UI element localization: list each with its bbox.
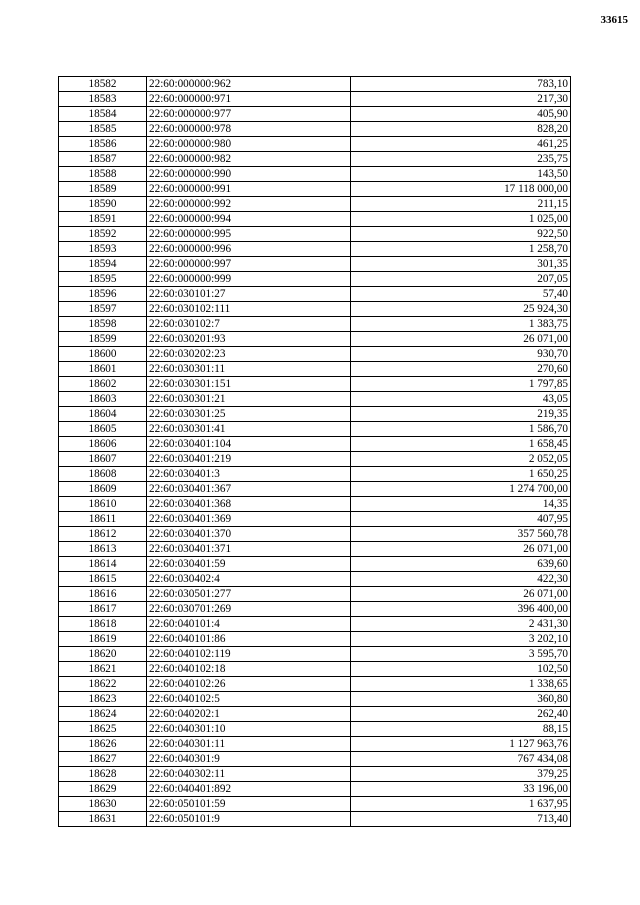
table-row xyxy=(59,377,571,392)
cadastral-number-cell: 22:60:030301:25 xyxy=(147,407,351,422)
cadastral-value-cell: 17 118 000,00 xyxy=(351,182,571,197)
cadastral-number-cell: 22:60:030401:104 xyxy=(147,437,351,452)
cadastral-number-cell: 22:60:030301:151 xyxy=(147,377,351,392)
cadastral-number-cell: 22:60:000000:991 xyxy=(147,182,351,197)
row-number-cell: 18615 xyxy=(59,572,147,587)
table-row xyxy=(59,332,571,347)
row-number-cell: 18616 xyxy=(59,587,147,602)
cadastral-number-cell: 22:60:000000:977 xyxy=(147,107,351,122)
table-row xyxy=(59,122,571,137)
cadastral-number-cell: 22:60:040102:26 xyxy=(147,677,351,692)
cadastral-value-cell: 357 560,78 xyxy=(351,527,571,542)
table-row xyxy=(59,587,571,602)
cadastral-value-cell: 639,60 xyxy=(351,557,571,572)
row-number-cell: 18588 xyxy=(59,167,147,182)
row-number-cell: 18587 xyxy=(59,152,147,167)
row-number-cell: 18583 xyxy=(59,92,147,107)
cadastral-value-cell: 1 797,85 xyxy=(351,377,571,392)
cadastral-number-cell: 22:60:040101:86 xyxy=(147,632,351,647)
row-number-cell: 18630 xyxy=(59,797,147,812)
cadastral-number-cell: 22:60:000000:996 xyxy=(147,242,351,257)
cadastral-number-cell: 22:60:040301:11 xyxy=(147,737,351,752)
cadastral-value-cell: 1 025,00 xyxy=(351,212,571,227)
cadastral-value-cell: 219,35 xyxy=(351,407,571,422)
row-number-cell: 18590 xyxy=(59,197,147,212)
cadastral-number-cell: 22:60:000000:999 xyxy=(147,272,351,287)
row-number-cell: 18596 xyxy=(59,287,147,302)
table-row xyxy=(59,107,571,122)
cadastral-number-cell: 22:60:040102:5 xyxy=(147,692,351,707)
table-row xyxy=(59,707,571,722)
cadastral-value-cell: 270,60 xyxy=(351,362,571,377)
row-number-cell: 18613 xyxy=(59,542,147,557)
row-number-cell: 18598 xyxy=(59,317,147,332)
table-row xyxy=(59,272,571,287)
cadastral-number-cell: 22:60:030101:27 xyxy=(147,287,351,302)
row-number-cell: 18593 xyxy=(59,242,147,257)
cadastral-value-cell: 14,35 xyxy=(351,497,571,512)
table-row xyxy=(59,752,571,767)
cadastral-number-cell: 22:60:040302:11 xyxy=(147,767,351,782)
table-row xyxy=(59,137,571,152)
table-row xyxy=(59,392,571,407)
cadastral-number-cell: 22:60:000000:992 xyxy=(147,197,351,212)
row-number-cell: 18627 xyxy=(59,752,147,767)
cadastral-value-cell: 1 338,65 xyxy=(351,677,571,692)
cadastral-number-cell: 22:60:040102:119 xyxy=(147,647,351,662)
cadastral-value-cell: 922,50 xyxy=(351,227,571,242)
table-row xyxy=(59,557,571,572)
cadastral-value-cell: 1 127 963,76 xyxy=(351,737,571,752)
table-row xyxy=(59,617,571,632)
row-number-cell: 18592 xyxy=(59,227,147,242)
cadastral-value-cell: 930,70 xyxy=(351,347,571,362)
row-number-cell: 18589 xyxy=(59,182,147,197)
row-number-cell: 18597 xyxy=(59,302,147,317)
cadastral-number-cell: 22:60:000000:971 xyxy=(147,92,351,107)
cadastral-number-cell: 22:60:000000:978 xyxy=(147,122,351,137)
row-number-cell: 18608 xyxy=(59,467,147,482)
table-row xyxy=(59,92,571,107)
cadastral-number-cell: 22:60:040102:18 xyxy=(147,662,351,677)
table-row xyxy=(59,242,571,257)
row-number-cell: 18612 xyxy=(59,527,147,542)
cadastral-number-cell: 22:60:030401:368 xyxy=(147,497,351,512)
table-row xyxy=(59,692,571,707)
cadastral-number-cell: 22:60:040301:9 xyxy=(147,752,351,767)
cadastral-number-cell: 22:60:030301:21 xyxy=(147,392,351,407)
cadastral-value-cell: 88,15 xyxy=(351,722,571,737)
cadastral-value-table xyxy=(58,76,571,827)
cadastral-value-cell: 301,35 xyxy=(351,257,571,272)
cadastral-number-cell: 22:60:030402:4 xyxy=(147,572,351,587)
row-number-cell: 18603 xyxy=(59,392,147,407)
cadastral-number-cell: 22:60:030701:269 xyxy=(147,602,351,617)
table-row xyxy=(59,767,571,782)
cadastral-value-cell: 407,95 xyxy=(351,512,571,527)
row-number-cell: 18584 xyxy=(59,107,147,122)
cadastral-number-cell: 22:60:030401:59 xyxy=(147,557,351,572)
cadastral-number-cell: 22:60:000000:980 xyxy=(147,137,351,152)
cadastral-number-cell: 22:60:000000:995 xyxy=(147,227,351,242)
cadastral-value-cell: 207,05 xyxy=(351,272,571,287)
cadastral-value-cell: 1 658,45 xyxy=(351,437,571,452)
cadastral-value-cell: 422,30 xyxy=(351,572,571,587)
table-row xyxy=(59,257,571,272)
table-row xyxy=(59,662,571,677)
cadastral-number-cell: 22:60:050101:59 xyxy=(147,797,351,812)
row-number-cell: 18628 xyxy=(59,767,147,782)
table-row xyxy=(59,512,571,527)
cadastral-number-cell: 22:60:030401:367 xyxy=(147,482,351,497)
table-row xyxy=(59,797,571,812)
table-row xyxy=(59,482,571,497)
row-number-cell: 18625 xyxy=(59,722,147,737)
row-number-cell: 18626 xyxy=(59,737,147,752)
cadastral-value-cell: 3 202,10 xyxy=(351,632,571,647)
row-number-cell: 18591 xyxy=(59,212,147,227)
row-number-cell: 18611 xyxy=(59,512,147,527)
table-row xyxy=(59,407,571,422)
table-row xyxy=(59,602,571,617)
table-row xyxy=(59,227,571,242)
table-row xyxy=(59,152,571,167)
cadastral-number-cell: 22:60:000000:997 xyxy=(147,257,351,272)
cadastral-value-cell: 405,90 xyxy=(351,107,571,122)
cadastral-value-cell: 2 052,05 xyxy=(351,452,571,467)
cadastral-value-cell: 235,75 xyxy=(351,152,571,167)
row-number-cell: 18594 xyxy=(59,257,147,272)
cadastral-value-cell: 767 434,08 xyxy=(351,752,571,767)
cadastral-number-cell: 22:60:030301:11 xyxy=(147,362,351,377)
cadastral-number-cell: 22:60:040401:892 xyxy=(147,782,351,797)
cadastral-value-cell: 1 650,25 xyxy=(351,467,571,482)
row-number-cell: 18618 xyxy=(59,617,147,632)
cadastral-value-cell: 396 400,00 xyxy=(351,602,571,617)
cadastral-number-cell: 22:60:030401:371 xyxy=(147,542,351,557)
cadastral-number-cell: 22:60:000000:962 xyxy=(147,77,351,92)
table-row xyxy=(59,347,571,362)
row-number-cell: 18602 xyxy=(59,377,147,392)
cadastral-value-cell: 3 595,70 xyxy=(351,647,571,662)
cadastral-value-cell: 828,20 xyxy=(351,122,571,137)
row-number-cell: 18607 xyxy=(59,452,147,467)
cadastral-value-cell: 57,40 xyxy=(351,287,571,302)
row-number-cell: 18620 xyxy=(59,647,147,662)
cadastral-number-cell: 22:60:030102:111 xyxy=(147,302,351,317)
table-row xyxy=(59,437,571,452)
row-number-cell: 18617 xyxy=(59,602,147,617)
cadastral-value-cell: 217,30 xyxy=(351,92,571,107)
cadastral-value-cell: 26 071,00 xyxy=(351,542,571,557)
table-row xyxy=(59,77,571,92)
cadastral-value-cell: 783,10 xyxy=(351,77,571,92)
cadastral-value-cell: 1 586,70 xyxy=(351,422,571,437)
cadastral-number-cell: 22:60:000000:994 xyxy=(147,212,351,227)
row-number-cell: 18624 xyxy=(59,707,147,722)
table-row xyxy=(59,677,571,692)
row-number-cell: 18604 xyxy=(59,407,147,422)
cadastral-value-cell: 379,25 xyxy=(351,767,571,782)
cadastral-value-cell: 1 637,95 xyxy=(351,797,571,812)
page-number: 33615 xyxy=(600,14,628,26)
row-number-cell: 18610 xyxy=(59,497,147,512)
table-row xyxy=(59,317,571,332)
cadastral-number-cell: 22:60:030401:219 xyxy=(147,452,351,467)
cadastral-value-cell: 43,05 xyxy=(351,392,571,407)
row-number-cell: 18586 xyxy=(59,137,147,152)
table-row xyxy=(59,497,571,512)
cadastral-value-cell: 262,40 xyxy=(351,707,571,722)
table-row xyxy=(59,167,571,182)
cadastral-value-cell: 102,50 xyxy=(351,662,571,677)
cadastral-number-cell: 22:60:050101:9 xyxy=(147,812,351,827)
table-row xyxy=(59,572,571,587)
cadastral-number-cell: 22:60:030201:93 xyxy=(147,332,351,347)
cadastral-value-cell: 461,25 xyxy=(351,137,571,152)
row-number-cell: 18621 xyxy=(59,662,147,677)
table-row xyxy=(59,422,571,437)
table-row xyxy=(59,782,571,797)
row-number-cell: 18601 xyxy=(59,362,147,377)
table-row xyxy=(59,812,571,827)
row-number-cell: 18629 xyxy=(59,782,147,797)
row-number-cell: 18606 xyxy=(59,437,147,452)
cadastral-value-cell: 26 071,00 xyxy=(351,587,571,602)
row-number-cell: 18605 xyxy=(59,422,147,437)
cadastral-number-cell: 22:60:030401:369 xyxy=(147,512,351,527)
table-row xyxy=(59,452,571,467)
table-row xyxy=(59,722,571,737)
cadastral-value-cell: 26 071,00 xyxy=(351,332,571,347)
row-number-cell: 18600 xyxy=(59,347,147,362)
table-row xyxy=(59,302,571,317)
cadastral-value-cell: 143,50 xyxy=(351,167,571,182)
table-row xyxy=(59,647,571,662)
row-number-cell: 18585 xyxy=(59,122,147,137)
cadastral-number-cell: 22:60:040301:10 xyxy=(147,722,351,737)
row-number-cell: 18622 xyxy=(59,677,147,692)
table-row xyxy=(59,287,571,302)
table-row xyxy=(59,197,571,212)
row-number-cell: 18623 xyxy=(59,692,147,707)
cadastral-number-cell: 22:60:000000:982 xyxy=(147,152,351,167)
cadastral-number-cell: 22:60:030401:370 xyxy=(147,527,351,542)
row-number-cell: 18631 xyxy=(59,812,147,827)
row-number-cell: 18619 xyxy=(59,632,147,647)
cadastral-value-cell: 33 196,00 xyxy=(351,782,571,797)
row-number-cell: 18595 xyxy=(59,272,147,287)
cadastral-value-cell: 1 258,70 xyxy=(351,242,571,257)
cadastral-number-cell: 22:60:030301:41 xyxy=(147,422,351,437)
cadastral-number-cell: 22:60:030202:23 xyxy=(147,347,351,362)
cadastral-number-cell: 22:60:030401:3 xyxy=(147,467,351,482)
cadastral-value-cell: 1 383,75 xyxy=(351,317,571,332)
table-row xyxy=(59,542,571,557)
cadastral-number-cell: 22:60:030102:7 xyxy=(147,317,351,332)
table-row xyxy=(59,467,571,482)
row-number-cell: 18614 xyxy=(59,557,147,572)
cadastral-number-cell: 22:60:000000:990 xyxy=(147,167,351,182)
table-row xyxy=(59,632,571,647)
cadastral-value-cell: 1 274 700,00 xyxy=(351,482,571,497)
cadastral-number-cell: 22:60:040202:1 xyxy=(147,707,351,722)
table-row xyxy=(59,737,571,752)
table-row xyxy=(59,527,571,542)
cadastral-value-cell: 25 924,30 xyxy=(351,302,571,317)
cadastral-number-cell: 22:60:040101:4 xyxy=(147,617,351,632)
row-number-cell: 18599 xyxy=(59,332,147,347)
table-row xyxy=(59,182,571,197)
cadastral-value-cell: 211,15 xyxy=(351,197,571,212)
cadastral-value-cell: 713,40 xyxy=(351,812,571,827)
cadastral-value-cell: 2 431,30 xyxy=(351,617,571,632)
cadastral-number-cell: 22:60:030501:277 xyxy=(147,587,351,602)
row-number-cell: 18609 xyxy=(59,482,147,497)
table-body xyxy=(59,77,571,827)
cadastral-value-cell: 360,80 xyxy=(351,692,571,707)
row-number-cell: 18582 xyxy=(59,77,147,92)
table-row xyxy=(59,362,571,377)
table-row xyxy=(59,212,571,227)
